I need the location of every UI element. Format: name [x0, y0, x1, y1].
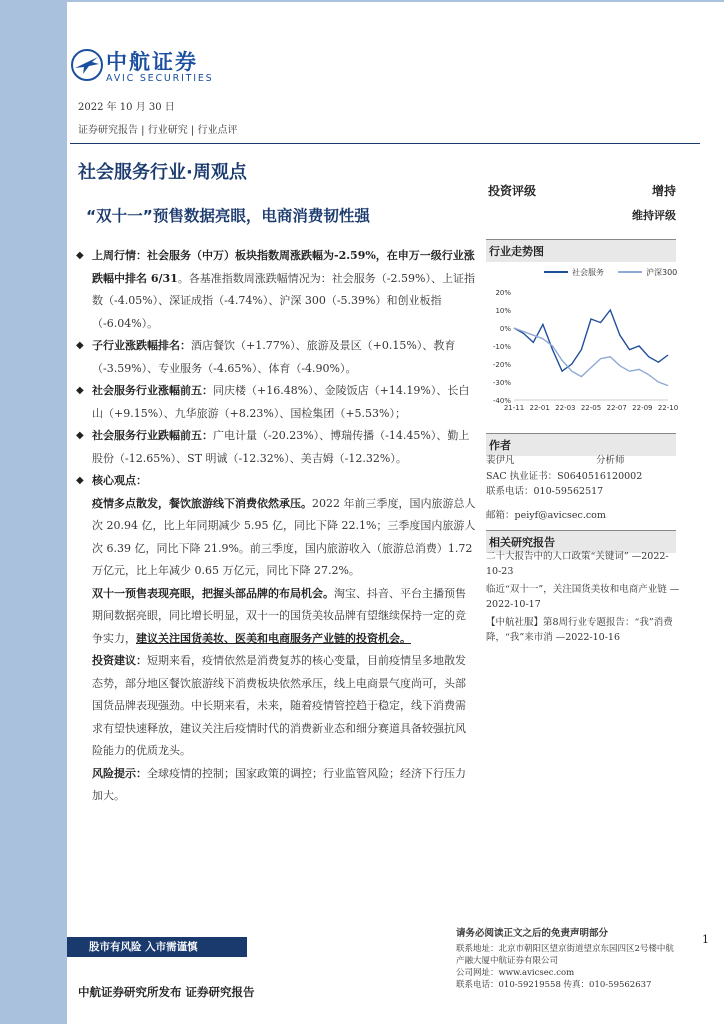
footer-phone-fax: 联系电话：010-59219558 传真：010-59562637 [456, 980, 652, 990]
decorative-side-stripe [0, 0, 67, 1024]
rating-label: 投资评级 [488, 184, 537, 198]
plane-logo-icon [70, 48, 104, 82]
report-body [72, 245, 476, 808]
y-tick-label: -20% [492, 361, 511, 369]
decorative-top-stripe [67, 0, 724, 2]
report-title: 社会服务行业·周观点 [78, 162, 247, 183]
related-report-item[interactable]: 二十大报告中的人口政策“关键词” —2022-10-23 [486, 551, 669, 577]
x-tick-label: 22-01 [529, 404, 550, 412]
view-investment-advice [72, 650, 476, 763]
trend-chart-svg [486, 262, 679, 424]
view-bold-text: 风险提示： [92, 766, 147, 780]
diamond-icon: ◆ [76, 250, 84, 261]
trend-chart [486, 262, 679, 424]
publisher-line: 中航证券研究所发布 证券研究报告 [78, 985, 255, 999]
footer-website: 公司网址：www.avicsec.com [456, 968, 575, 978]
bullet-text: 广电计量（-20.23%）、博瑞传播（-14.45%）、勤上股份（-12.65%）、ST 明诚（-12.32%）、美吉姆（-12.32%）。 [92, 429, 470, 465]
bullet-label: 社会服务行业跌幅前五： [92, 429, 213, 442]
x-tick-label: 21-11 [503, 404, 525, 412]
related-report-item[interactable]: 临近“双十一”，关注国货美妆和电商产业链 —2022-10-17 [486, 584, 680, 610]
author-role: 分析师 [596, 455, 625, 466]
logo-name-cn: 中航证券 [106, 50, 198, 74]
y-tick-label: 10% [495, 307, 511, 315]
view-bold-text: 投资建议： [92, 654, 147, 667]
rating-sub: 维持评级 [632, 209, 676, 222]
x-tick-label: 22-05 [580, 404, 602, 412]
view-risk-warning [72, 763, 476, 808]
report-date: 2022 年 10 月 30 日 [78, 102, 175, 113]
bullet-label: 社会服务行业涨幅前五： [92, 384, 213, 397]
series-line [514, 328, 668, 386]
legend-label: 社会服务 [572, 268, 604, 277]
bullet-text: 同庆楼（+16.48%）、金陵饭店（+14.19%）、长白山（+9.15%）、九华旅游（+8.23%）、国检集团（+5.53%）； [92, 384, 470, 420]
author-name: 裴伊凡 [486, 455, 515, 466]
y-tick-label: -30% [492, 379, 511, 387]
risk-warning-bar: 股市有风险 入市需谨慎 [67, 937, 247, 957]
y-tick-label: 0% [499, 325, 511, 333]
footer-contact [456, 928, 676, 991]
bullet-bold-text: 社会服务（中万）板块指数周涨跌幅为-2.59%，在申万一级行业涨跌幅中排名 6/31 [92, 249, 475, 285]
x-tick-label: 22-03 [555, 404, 576, 412]
author-email: 邮箱：peiyf@avicsec.com [486, 509, 606, 521]
view-bold-text: 疫情多点散发，餐饮旅游线下消费依然承压。 [92, 496, 312, 510]
author-name-row [486, 453, 642, 469]
bullet-top-gainers [72, 380, 476, 425]
bullet-top-losers [72, 425, 476, 470]
author-sac: SAC 执业证书：S0640516120002 [486, 470, 643, 482]
diamond-icon: ◆ [76, 475, 84, 486]
author-phone: 联系电话：010-59562517 [486, 486, 604, 497]
diamond-icon: ◆ [76, 385, 84, 396]
page-number: 1 [702, 933, 709, 946]
bullet-subsector-ranking [72, 335, 476, 380]
bullet-text: 酒店餐饮（+1.77%）、旅游及景区（+0.15%）、教育（-3.59%）、专业服务（-4.65%）、体育（-4.90%）。 [92, 339, 456, 375]
view-bold-text: 双十一预售表现亮眼，把握头部品牌的布局机会。 [92, 586, 334, 600]
y-tick-label: -10% [492, 343, 511, 351]
view-text: 2022 年前三季度，国内旅游总人次 20.94 亿，比上年同期减少 5.95 亿，同比下降 22.1%；三季度国内旅游人次 6.39 亿，同比下降 21.9%。前三季度，国内旅游收入（旅游总消费）1.72 万亿元，比上年减少 0.65 万亿元，同比下降 27.2%。 [92, 496, 476, 577]
x-tick-label: 22-07 [606, 404, 627, 412]
logo-name-en: AVIC SECURITIES [106, 73, 214, 84]
bullet-label: 核心观点： [92, 474, 147, 487]
bullet-text: 。各基准指数周涨跌幅情况为：社会服务（-2.59%）、上证指数（-4.05%）、深证成指（-4.74%）、沪深 300（-5.39%）和创业板指（-6.04%）。 [92, 271, 475, 330]
bullet-label: 子行业涨跌幅排名： [92, 339, 191, 352]
headline: “双十一”预售数据亮眼，电商消费韧性强 [86, 207, 370, 225]
view-consumption [72, 493, 476, 583]
footer-address: 联系地址：北京市朝阳区望京街道望京东园四区2号楼中航产融大厦中航证券有限公司 [456, 944, 674, 966]
related-report-item[interactable]: 【中航社服】第8周行业专题报告：“我”消费降，“我”来市消 —2022-10-16 [486, 617, 673, 643]
related-reports-list [486, 550, 680, 645]
bullet-weekly-market [72, 245, 476, 335]
divider [70, 143, 700, 144]
bullet-core-views [72, 470, 476, 493]
related-reports-header: 相关研究报告 [486, 530, 676, 553]
view-presale [72, 583, 476, 651]
disclaimer-notice: 请务必阅读正文之后的免责声明部分 [456, 928, 609, 939]
y-tick-label: -40% [492, 397, 511, 405]
view-text: 淘宝、抖音、平台主播预售期间数据亮眼，同比增长明显，双十一的国货美妆品牌有望继续保持一定的竞争实力， [92, 586, 466, 645]
x-tick-label: 22-10 [657, 404, 679, 412]
bullet-label: 上周行情： [92, 249, 147, 262]
author-info [486, 453, 642, 523]
series-line [514, 310, 668, 371]
author-header: 作者 [486, 433, 676, 456]
diamond-icon: ◆ [76, 430, 84, 441]
view-text: 短期来看，疫情依然是消费复苏的核心变量，目前疫情呈多地散发态势，部分地区餐饮旅游线下消费板块依然承压，线上电商景气度尚可，头部国货品牌表现强劲。中长期来看，未来，随着疫情管控趋于稳定，线下消费需求有望快速释放，建议关注后疫情时代的消费新业态和细分赛道具备较强抗风险能力的优质龙头。 [92, 654, 466, 757]
diamond-icon: ◆ [76, 340, 84, 351]
breadcrumb: 证券研究报告 | 行业研究 | 行业点评 [78, 125, 238, 136]
company-logo [70, 44, 260, 88]
rating-value: 增持 [651, 184, 676, 198]
x-tick-label: 22-09 [632, 404, 653, 412]
view-text: 全球疫情的控制；国家政策的调控；行业监管风险；经济下行压力加大。 [92, 766, 466, 802]
trend-chart-header: 行业走势图 [486, 239, 676, 262]
legend-label: 沪深300 [646, 268, 678, 277]
view-underline-text: 建议关注国货美妆、医美和电商服务产业链的投资机会。 [136, 631, 411, 645]
y-tick-label: 20% [495, 289, 511, 297]
